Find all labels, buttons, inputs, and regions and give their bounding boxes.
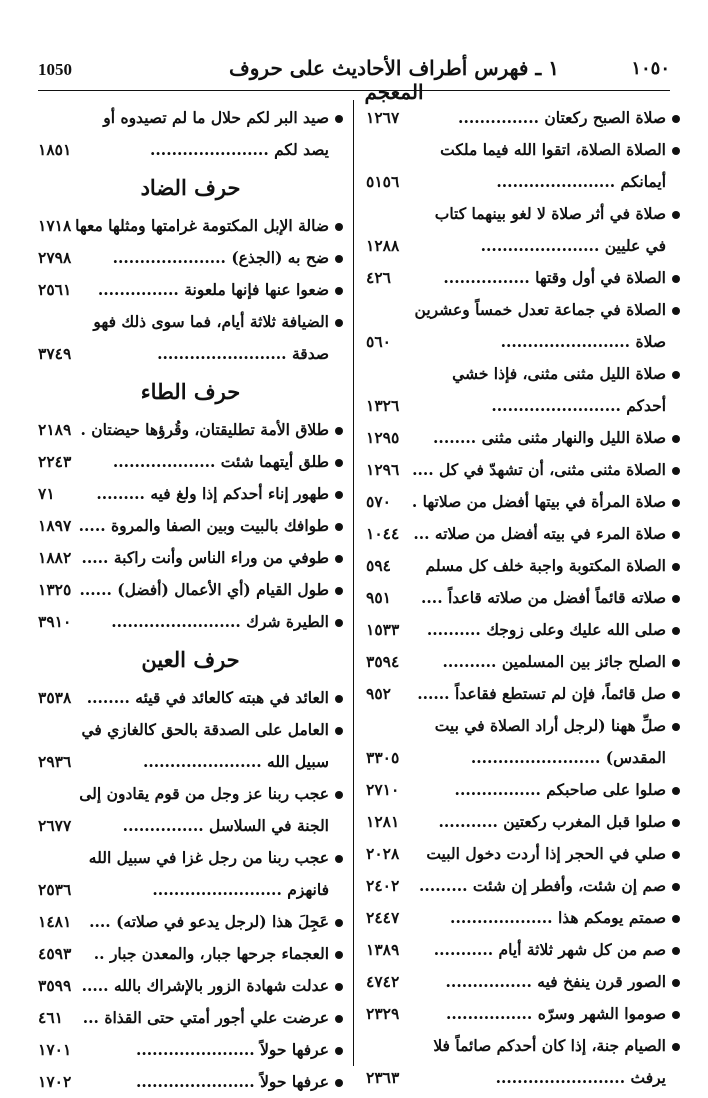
hadith-number: ١٣٨٩: [366, 940, 400, 959]
bullet-icon: [672, 1043, 680, 1051]
hadith-number: ١٢٨٨: [366, 236, 400, 255]
index-entry: [38, 778, 343, 842]
entry-line: [366, 230, 680, 262]
bullet-icon: [335, 695, 343, 703]
bullet-icon: [672, 691, 680, 699]
bullet-icon: [672, 531, 680, 539]
hadith-number: ١٣٢٥: [38, 580, 72, 599]
entry-line: [366, 1030, 680, 1062]
hadith-number: ٣٥٩٤: [366, 652, 400, 671]
hadith-text: صلى الله عليك وعلى زوجك ..........: [426, 620, 666, 639]
hadith-text: أحدكم ........................: [491, 396, 666, 415]
entry-line: [38, 1066, 343, 1098]
hadith-number: ٥١٥٦: [366, 172, 400, 191]
hadith-number: ٥٧٠: [366, 492, 391, 511]
index-entry: [38, 574, 343, 606]
entry-line: [366, 486, 680, 518]
entry-line: [366, 774, 680, 806]
index-entry: [38, 102, 343, 166]
entry-line: [38, 210, 343, 242]
hadith-text: الصلح جائز بين المسلمين ..........: [442, 652, 666, 671]
hadith-text: صلاة الليل مثنى مثنى، فإذا خشي: [452, 364, 666, 383]
hadith-number: ١٧١٨: [38, 216, 72, 235]
bullet-icon: [335, 951, 343, 959]
hadith-text: عجب ربنا عز وجل من قوم يقادون إلى: [79, 784, 329, 803]
hadith-number: ١٨٩٧: [38, 516, 72, 535]
hadith-text: طول القيام (أي الأعمال (أفضل) ......: [79, 580, 329, 599]
page-header: [38, 56, 670, 104]
hadith-text: صل قائماً، فإن لم تستطع فقاعداً ......: [417, 684, 666, 703]
hadith-number: ٢١٨٩: [38, 420, 72, 439]
index-entry: [38, 938, 343, 970]
index-entry: [38, 446, 343, 478]
bullet-icon: [672, 723, 680, 731]
hadith-text: يرفث ........................: [495, 1068, 666, 1087]
hadith-number: ١٣٢٦: [366, 396, 400, 415]
entry-line: [366, 1062, 680, 1094]
bullet-icon: [335, 459, 343, 467]
entry-line: [38, 682, 343, 714]
entry-line: [366, 806, 680, 838]
index-entry: [366, 198, 680, 262]
bullet-icon: [672, 147, 680, 155]
entry-line: [366, 454, 680, 486]
hadith-text: طوفي من وراء الناس وأنت راكبة .....: [81, 548, 329, 567]
hadith-text: صلوا على صاحبكم ................: [454, 780, 666, 799]
hadith-text: ضعوا عنها فإنها ملعونة ...............: [97, 280, 329, 299]
hadith-text: في عليين ......................: [480, 236, 666, 255]
bullet-icon: [335, 983, 343, 991]
hadith-number: ٥٦٠: [366, 332, 391, 351]
index-entry: [366, 614, 680, 646]
index-entry: [366, 838, 680, 870]
hadith-number: ٢٤٠٢: [366, 876, 400, 895]
hadith-number: ٣٥٣٨: [38, 688, 72, 707]
hadith-number: ٢٣٦٣: [366, 1068, 400, 1087]
bullet-icon: [672, 595, 680, 603]
index-entry: [366, 134, 680, 198]
hadith-text: صمتم يومكم هذا ...................: [450, 908, 666, 927]
hadith-text: الصلاة المكتوبة واجبة خلف كل مسلم: [425, 556, 666, 575]
index-entry: [38, 414, 343, 446]
entry-line: [38, 574, 343, 606]
entry-line: [38, 606, 343, 638]
entry-line: [38, 274, 343, 306]
bullet-icon: [672, 915, 680, 923]
index-entry: [366, 870, 680, 902]
hadith-text: الصلاة في جماعة تعدل خمساً وعشرين: [414, 300, 666, 319]
hadith-number: ١٢٩٥: [366, 428, 400, 447]
index-entry: [38, 970, 343, 1002]
bullet-icon: [672, 851, 680, 859]
hadith-number: ١٨٥١: [38, 140, 72, 159]
hadith-number: ٥٩٤: [366, 556, 391, 575]
hadith-text: ضالة الإبل المكتومة غرامتها ومثلها معها: [75, 216, 329, 235]
bullet-icon: [335, 1047, 343, 1055]
index-entry: [38, 606, 343, 638]
bullet-icon: [335, 1015, 343, 1023]
entry-line: [366, 390, 680, 422]
entry-line: [38, 1002, 343, 1034]
hadith-text: صلاة ........................: [500, 332, 666, 351]
hadith-number: ٤٧٤٢: [366, 972, 400, 991]
bullet-icon: [672, 947, 680, 955]
hadith-text: صيد البر لكم حلال ما لم تصيدوه أو: [103, 108, 329, 127]
hadith-text: سبيل الله ......................: [142, 752, 329, 771]
bullet-icon: [335, 287, 343, 295]
hadith-number: ٩٥٢: [366, 684, 391, 703]
hadith-number: ٢٧١٠: [366, 780, 400, 799]
bullet-icon: [335, 523, 343, 531]
bullet-icon: [335, 919, 343, 927]
index-entry: [38, 542, 343, 574]
hadith-text: صلوا قبل المغرب ركعتين ...........: [438, 812, 666, 831]
entry-line: [366, 870, 680, 902]
hadith-text: عَجِلَ هذا (لرجل يدعو في صلاته) ....: [89, 912, 329, 931]
hadith-text: الصيام جنة، إذا كان أحدكم صائماً فلا: [433, 1036, 666, 1055]
bullet-icon: [335, 115, 343, 123]
entry-line: [366, 646, 680, 678]
entry-line: [38, 102, 343, 134]
hadith-number: ٢٩٣٦: [38, 752, 72, 771]
hadith-number: ٤٥٩٣: [38, 944, 72, 963]
hadith-text: الضيافة ثلاثة أيام، فما سوى ذلك فهو: [93, 312, 329, 331]
index-entry: [366, 358, 680, 422]
entry-line: [366, 262, 680, 294]
hadith-number: ٤٢٦: [366, 268, 391, 287]
bullet-icon: [672, 883, 680, 891]
index-entry: [366, 710, 680, 774]
hadith-text: صوموا الشهر وسرّه ................: [445, 1004, 666, 1023]
hadith-text: صم إن شئت، وأفطر إن شئت .........: [418, 876, 666, 895]
entry-line: [366, 582, 680, 614]
hadith-text: صم من كل شهر ثلاثة أيام ...........: [433, 940, 666, 959]
bullet-icon: [672, 211, 680, 219]
hadith-number: ١٢٨١: [366, 812, 400, 831]
hadith-number: ١٧٠٢: [38, 1072, 72, 1091]
hadith-text: صلاة الصبح ركعتان ...............: [458, 108, 666, 127]
hadith-number: ٢٧٩٨: [38, 248, 72, 267]
index-entry: [38, 1002, 343, 1034]
hadith-number: ٢٣٢٩: [366, 1004, 400, 1023]
hadith-text: الصلاة الصلاة، اتقوا الله فيما ملكت: [440, 140, 666, 159]
index-entry: [366, 486, 680, 518]
hadith-text: طلق أيتهما شئت ...................: [112, 452, 329, 471]
entry-line: [366, 294, 680, 326]
index-entry: [366, 966, 680, 998]
hadith-text: صلاة الليل والنهار مثنى مثنى ........: [433, 428, 666, 447]
entry-line: [38, 746, 343, 778]
index-entry: [366, 294, 680, 358]
hadith-number: ٩٥١: [366, 588, 391, 607]
index-entry: [366, 454, 680, 486]
index-entry: [38, 242, 343, 274]
index-entry: [38, 306, 343, 370]
bullet-icon: [335, 319, 343, 327]
hadith-number: ١٢٦٧: [366, 108, 400, 127]
index-entry: [366, 646, 680, 678]
bullet-icon: [672, 499, 680, 507]
entry-line: [38, 1034, 343, 1066]
hadith-number: ٢٥٣٦: [38, 880, 72, 899]
index-entry: [366, 102, 680, 134]
bullet-icon: [335, 1079, 343, 1087]
entry-line: [38, 970, 343, 1002]
hadith-text: طلاق الأمة تطليقتان، وقُرؤها حيضتان .: [80, 420, 329, 439]
bullet-icon: [335, 555, 343, 563]
hadith-text: عرفها حولاً ......................: [135, 1072, 329, 1091]
index-entry: [38, 510, 343, 542]
bullet-icon: [672, 659, 680, 667]
index-entry: [366, 262, 680, 294]
index-entry: [38, 274, 343, 306]
entry-line: [38, 906, 343, 938]
hadith-text: العجماء جرحها جبار، والمعدن جبار ..: [93, 944, 329, 963]
hadith-number: ٣٥٩٩: [38, 976, 72, 995]
hadith-text: صلاة المرأة في بيتها أفضل من صلاتها .: [411, 492, 666, 511]
entry-line: [38, 510, 343, 542]
entry-line: [366, 742, 680, 774]
index-entry: [38, 1066, 343, 1098]
bullet-icon: [672, 627, 680, 635]
entry-line: [38, 338, 343, 370]
index-entry: [38, 478, 343, 510]
index-entry: [366, 806, 680, 838]
bullet-icon: [672, 467, 680, 475]
hadith-number: ٣٣٠٥: [366, 748, 400, 767]
hadith-text: المقدس) ........................: [470, 748, 666, 767]
page-number-arabic: ١٠٥٠: [631, 58, 670, 79]
entry-line: [366, 326, 680, 358]
entry-line: [366, 678, 680, 710]
entry-line: [366, 902, 680, 934]
bullet-icon: [335, 619, 343, 627]
entry-line: [38, 714, 343, 746]
hadith-text: أيمانكم ......................: [496, 172, 666, 191]
hadith-text: العائد في هبته كالعائد في قيئه ........: [86, 688, 329, 707]
hadith-text: الصلاة في أول وقتها ................: [443, 268, 666, 287]
bullet-icon: [335, 727, 343, 735]
hadith-number: ٢٤٤٧: [366, 908, 400, 927]
section-heading: حرف الطاء: [140, 379, 241, 404]
hadith-text: الصلاة مثنى مثنى، أن تشهدّ في كل ....: [412, 460, 666, 479]
hadith-number: ١٠٤٤: [366, 524, 400, 543]
index-entry: [366, 998, 680, 1030]
bullet-icon: [672, 819, 680, 827]
entry-line: [38, 874, 343, 906]
bullet-icon: [335, 427, 343, 435]
bullet-icon: [672, 563, 680, 571]
hadith-number: ١٤٨١: [38, 912, 72, 931]
running-title: ١ ـ فهرس أطراف الأحاديث على حروف المعجم: [229, 56, 559, 104]
hadith-text: عدلت شهادة الزور بالإشراك بالله .....: [81, 976, 329, 995]
hadith-text: صدقة ........................: [157, 344, 329, 363]
index-entry: [366, 1030, 680, 1094]
hadith-number: ٢٠٢٨: [366, 844, 400, 863]
bullet-icon: [335, 223, 343, 231]
column-divider: [353, 100, 354, 1066]
hadith-number: ٢٢٤٣: [38, 452, 72, 471]
index-entry: [38, 1034, 343, 1066]
hadith-number: ١٧٠١: [38, 1040, 72, 1059]
entry-line: [366, 614, 680, 646]
hadith-number: ١٨٨٢: [38, 548, 72, 567]
hadith-text: طهور إناء أحدكم إذا ولغ فيه .........: [96, 484, 329, 503]
hadith-number: ٢٦٧٧: [38, 816, 72, 835]
bullet-icon: [672, 435, 680, 443]
index-entry: [366, 678, 680, 710]
index-entry: [38, 210, 343, 242]
index-entry: [38, 842, 343, 906]
index-entry: [366, 902, 680, 934]
left-column: [38, 102, 343, 1098]
entry-line: [38, 242, 343, 274]
index-entry: [366, 550, 680, 582]
entry-line: [38, 542, 343, 574]
bullet-icon: [672, 307, 680, 315]
hadith-number: ٣٧٤٩: [38, 344, 72, 363]
bullet-icon: [335, 491, 343, 499]
index-entry: [366, 934, 680, 966]
bullet-icon: [672, 275, 680, 283]
index-entry: [38, 906, 343, 938]
bullet-icon: [335, 791, 343, 799]
index-entry: [366, 518, 680, 550]
entry-line: [366, 358, 680, 390]
bullet-icon: [672, 115, 680, 123]
hadith-number: ١٥٣٣: [366, 620, 400, 639]
hadith-number: ١٢٩٦: [366, 460, 400, 479]
entry-line: [366, 102, 680, 134]
entry-line: [366, 198, 680, 230]
index-entry: [366, 774, 680, 806]
hadith-number: ٧١: [38, 484, 55, 503]
entry-line: [38, 306, 343, 338]
hadith-text: صلاته قائماً أفضل من صلاته قاعداً ....: [421, 588, 666, 607]
index-entry: [38, 682, 343, 714]
entry-line: [366, 838, 680, 870]
right-column: [366, 102, 680, 1094]
hadith-number: ٤٦١: [38, 1008, 63, 1027]
bullet-icon: [335, 587, 343, 595]
entry-line: [366, 422, 680, 454]
index-entry: [366, 422, 680, 454]
entry-line: [38, 810, 343, 842]
index-entry: [38, 714, 343, 778]
hadith-text: ضح به (الجذع) .....................: [112, 248, 329, 267]
bullet-icon: [672, 371, 680, 379]
entry-line: [38, 478, 343, 510]
hadith-text: الجنة في السلاسل ...............: [122, 816, 329, 835]
entry-line: [38, 446, 343, 478]
hadith-text: صلاة في أثر صلاة لا لغو بينهما كتاب: [434, 204, 666, 223]
bullet-icon: [672, 979, 680, 987]
entry-line: [38, 134, 343, 166]
entry-line: [366, 134, 680, 166]
hadith-text: صلي في الحجر إذا أردت دخول البيت: [426, 844, 666, 863]
hadith-text: العامل على الصدقة بالحق كالغازي في: [81, 720, 329, 739]
hadith-text: فانهزم ........................: [152, 880, 329, 899]
page-number-latin: 1050: [38, 60, 72, 79]
hadith-text: الطيرة شرك ........................: [111, 612, 329, 631]
entry-line: [366, 998, 680, 1030]
bullet-icon: [335, 255, 343, 263]
section-heading: حرف العين: [141, 647, 240, 672]
entry-line: [366, 550, 680, 582]
hadith-number: ٢٥٦١: [38, 280, 72, 299]
section-heading: حرف الضاد: [140, 175, 241, 200]
entry-line: [366, 518, 680, 550]
entry-line: [38, 938, 343, 970]
hadith-number: ٣٩١٠: [38, 612, 72, 631]
entry-line: [366, 710, 680, 742]
hadith-text: يصد لكم ......................: [150, 140, 329, 159]
hadith-text: عجب ربنا من رجل غزا في سبيل الله: [88, 848, 329, 867]
entry-line: [366, 934, 680, 966]
index-entry: [366, 582, 680, 614]
hadith-text: صلاة المرء في بيته أفضل من صلاته ...: [413, 524, 666, 543]
entry-line: [366, 166, 680, 198]
entry-line: [38, 414, 343, 446]
bullet-icon: [335, 855, 343, 863]
hadith-text: الصور قرن ينفخ فيه ................: [445, 972, 666, 991]
hadith-text: عرضت علي أجور أمتي حتى القذاة ...: [82, 1008, 329, 1027]
bullet-icon: [672, 787, 680, 795]
hadith-text: طوافك بالبيت وبين الصفا والمروة .....: [78, 516, 329, 535]
hadith-text: صلِّ ههنا (لرجل أراد الصلاة في بيت: [434, 716, 666, 735]
hadith-text: عرفها حولاً ......................: [135, 1040, 329, 1059]
entry-line: [38, 842, 343, 874]
bullet-icon: [672, 1011, 680, 1019]
entry-line: [366, 966, 680, 998]
entry-line: [38, 778, 343, 810]
